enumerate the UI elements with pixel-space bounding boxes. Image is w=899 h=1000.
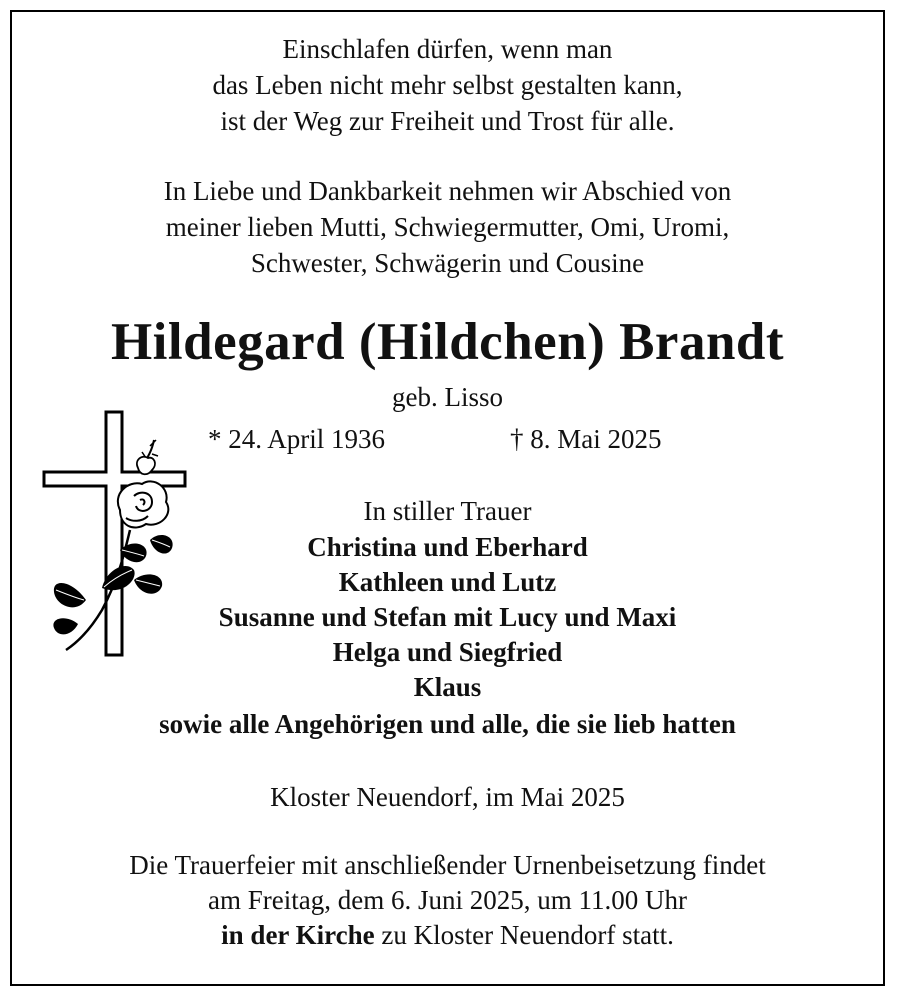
mourner-1: Christina und Eberhard bbox=[307, 532, 588, 562]
maiden-name: geb. Lisso bbox=[392, 382, 503, 412]
place-and-date: Kloster Neuendorf, im Mai 2025 bbox=[270, 782, 625, 812]
mourner-6: sowie alle Angehörigen und alle, die sie lieb hatten bbox=[159, 709, 736, 739]
service-line-2: am Freitag, dem 6. Juni 2025, um 11.00 Uhr bbox=[208, 885, 687, 915]
service-location-bold: in der Kirche bbox=[221, 920, 375, 950]
service-line-1: Die Trauerfeier mit anschließender Urnenbeisetzung findet bbox=[129, 850, 766, 880]
intro-line-1: In Liebe und Dankbarkeit nehmen wir Abschied von bbox=[163, 176, 732, 206]
birth-date: * 24. April 1936 bbox=[208, 424, 386, 454]
poem-line-3: ist der Weg zur Freiheit und Trost für alle. bbox=[220, 106, 675, 136]
mourner-5: Klaus bbox=[413, 672, 482, 702]
poem-line-1: Einschlafen dürfen, wenn man bbox=[282, 34, 613, 64]
poem-line-2: das Leben nicht mehr selbst gestalten kann, bbox=[212, 70, 683, 100]
mourning-heading: In stiller Trauer bbox=[363, 496, 532, 526]
death-date: † 8. Mai 2025 bbox=[510, 424, 662, 454]
deceased-name: Hildegard (Hildchen) Brandt bbox=[110, 313, 785, 371]
intro-line-2: meiner lieben Mutti, Schwiegermutter, Omi, Uromi, bbox=[165, 212, 730, 242]
mourner-4: Helga und Siegfried bbox=[332, 637, 563, 667]
mourner-2: Kathleen und Lutz bbox=[338, 567, 557, 597]
service-location-rest: zu Kloster Neuendorf statt. bbox=[374, 920, 674, 950]
obituary-notice bbox=[10, 10, 885, 986]
service-line-3 bbox=[12, 920, 883, 951]
mourner-3: Susanne und Stefan mit Lucy und Maxi bbox=[218, 602, 677, 632]
intro-line-3: Schwester, Schwägerin und Cousine bbox=[250, 248, 645, 278]
